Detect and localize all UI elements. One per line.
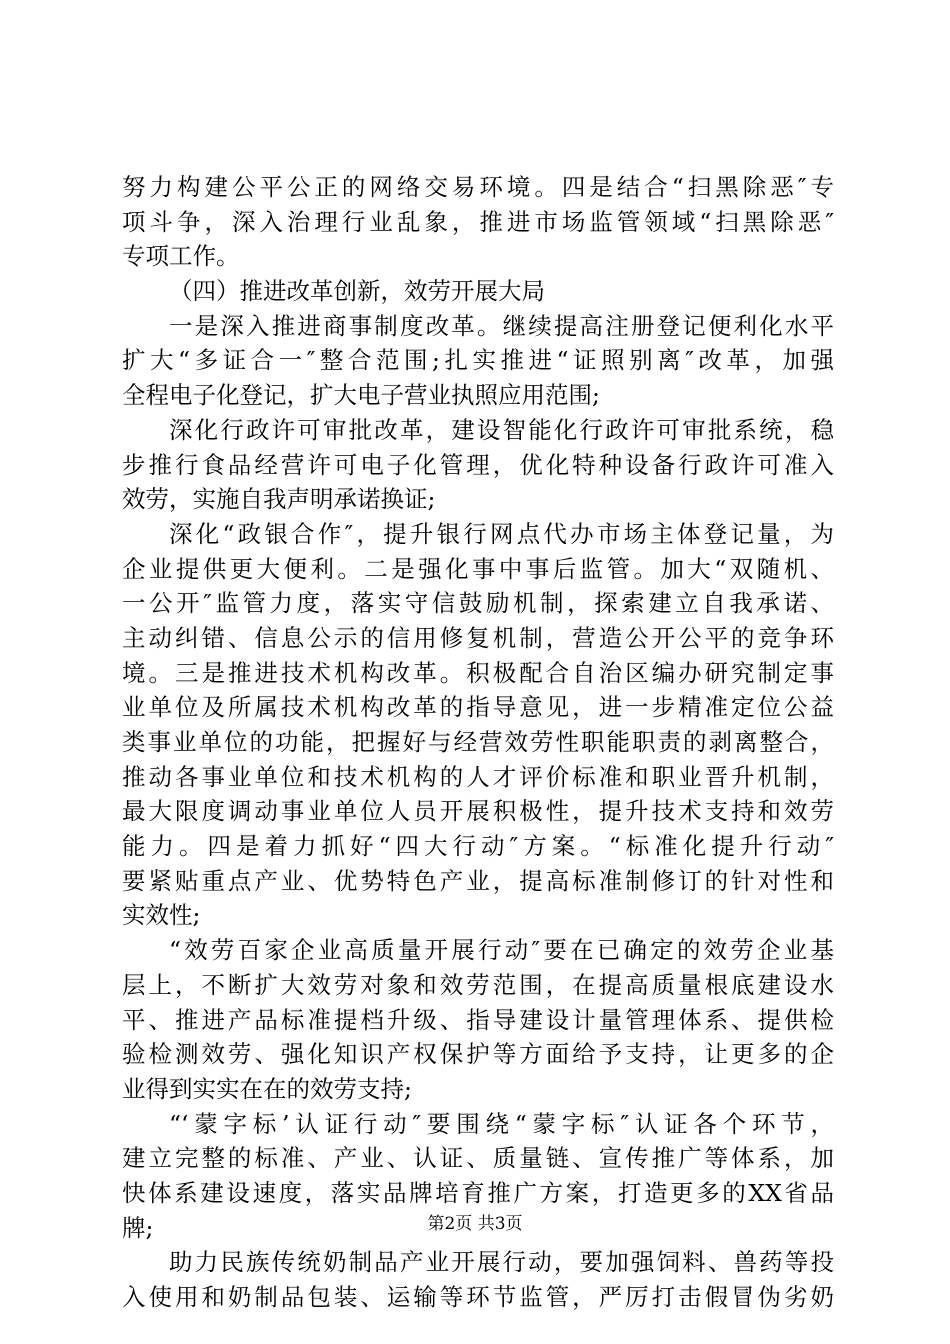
- text-line: 境。三是推进技术机构改革。积极配合自治区编办研究制定事: [122, 658, 834, 687]
- text-line: 专项工作。: [122, 242, 240, 271]
- text-line: 入使用和奶制品包装、运输等环节监管，严厉打击假冒伪劣奶: [122, 1283, 834, 1311]
- text-line: 深化行政许可审批改革，建设智能化行政许可审批系统，稳: [169, 415, 834, 444]
- text-line: 验检测效劳、强化知识产权保护等方面给予支持，让更多的企: [122, 1040, 834, 1069]
- text-line: 效劳，实施自我声明承诺换证;: [122, 485, 436, 514]
- text-line: 业单位及所属技术机构改革的指导意见，进一步精准定位公益: [122, 693, 834, 722]
- text-line: 企业提供更大便利。二是强化事中事后监管。加大“双随机、: [122, 554, 834, 583]
- text-line: 步推行食品经营许可电子化管理，优化特种设备行政许可准入: [122, 450, 834, 479]
- text-line: 层上，不断扩大效劳对象和效劳范围，在提高质量根底建设水: [122, 970, 834, 999]
- text-line: 快体系建设速度，落实品牌培育推广方案，打造更多的XX省品: [122, 1178, 834, 1207]
- text-line: 努力构建公平公正的网络交易环境。四是结合“扫黑除恶″专: [122, 173, 834, 201]
- text-line: 助力民族传统奶制品产业开展行动，要加强饲料、兽药等投: [169, 1248, 834, 1277]
- text-line: 类事业单位的功能，把握好与经营效劳性职能职责的剥离整合，: [122, 728, 834, 756]
- text-line: 一公开″监管力度，落实守信鼓励机制，探索建立自我承诺、: [122, 589, 834, 618]
- text-line: 牌;: [122, 1213, 154, 1242]
- text-line: 主动纠错、信息公示的信用修复机制，营造公开公平的竞争环: [122, 623, 834, 652]
- text-line: “效劳百家企业高质量开展行动″要在已确定的效劳企业基: [169, 936, 834, 965]
- text-line: 推动各事业单位和技术机构的人才评价标准和职业晋升机制，: [122, 762, 834, 791]
- page-footer: 第2页 共3页: [427, 1214, 523, 1234]
- document-body: [122, 170, 834, 1315]
- text-line: 最大限度调动事业单位人员开展积极性，提升技术支持和效劳: [122, 797, 834, 826]
- text-line: “‘蒙字标’认证行动″要围绕“蒙字标″认证各个环节，: [169, 1109, 834, 1138]
- text-line: 扩大“多证合一″整合范围;扎实推进“证照别离″改革，加强: [122, 346, 834, 375]
- text-line: 全程电子化登记，扩大电子营业执照应用范围;: [122, 381, 600, 410]
- text-line: 建立完整的标准、产业、认证、质量链、宣传推广等体系，加: [122, 1144, 834, 1173]
- text-line: 平、推进产品标准提档升级、指导建设计量管理体系、提供检: [122, 1005, 834, 1034]
- text-line: 一是深入推进商事制度改革。继续提高注册登记便利化水平: [169, 311, 834, 340]
- text-line: 要紧贴重点产业、优势特色产业，提高标准制修订的针对性和: [122, 866, 834, 895]
- text-line: 项斗争，深入治理行业乱象，推进市场监管领域“扫黑除恶″: [122, 207, 834, 236]
- text-line: 能力。四是着力抓好“四大行动″方案。“标准化提升行动″: [122, 832, 834, 861]
- text-line: 深化“政银合作″，提升银行网点代办市场主体登记量，为: [169, 519, 834, 548]
- text-line: （四）推进改革创新，效劳开展大局: [169, 277, 545, 306]
- text-line: 实效性;: [122, 901, 201, 930]
- text-line: 业得到实实在在的效劳支持;: [122, 1074, 412, 1103]
